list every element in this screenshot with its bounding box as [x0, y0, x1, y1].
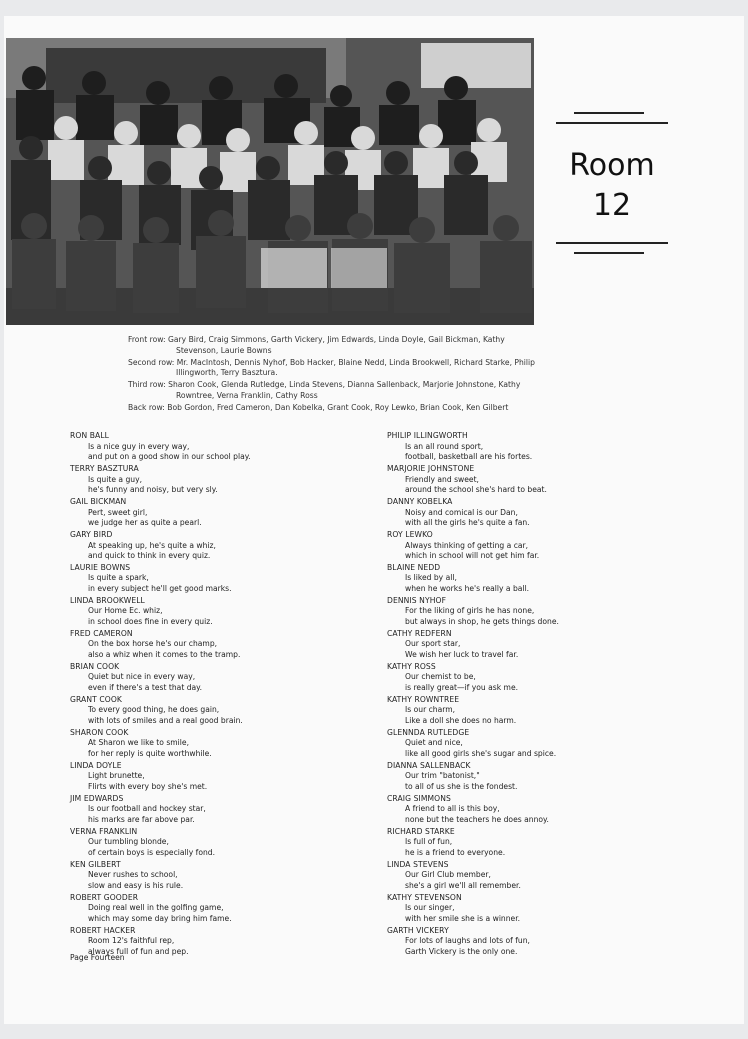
verse-line: To every good thing, he does gain, [88, 705, 220, 715]
student-entry [387, 695, 687, 727]
caption-row [128, 380, 548, 401]
verse-line: always full of fun and pep. [88, 946, 189, 956]
student-entry [70, 860, 370, 892]
verse-line: Is quite a spark, [88, 573, 149, 583]
yearbook-page [4, 16, 744, 1024]
verse-line: we judge her as quite a pearl. [88, 518, 202, 528]
student-name: PHILIP ILLINGWORTH [387, 431, 468, 440]
student-entry [70, 596, 370, 628]
verse-line: of certain boys is especially fond. [88, 847, 216, 857]
verse-line: Our tumbling blonde, [88, 837, 169, 847]
student-entry [70, 662, 370, 694]
verse-line: he is a friend to everyone. [405, 847, 506, 857]
verse-line: with lots of smiles and a real good brain. [88, 715, 243, 725]
photo-caption [128, 335, 548, 415]
student-entry [387, 530, 687, 562]
verse-line: he's funny and noisy, but very sly. [88, 485, 218, 495]
student-entry [70, 563, 370, 595]
verse-line: Quiet but nice in every way, [88, 672, 196, 682]
class-photo [6, 38, 534, 325]
student-entry [70, 530, 370, 562]
verse-line: is really great—if you ask me. [405, 682, 519, 692]
student-entry [387, 497, 687, 529]
student-name: DANNY KOBELKA [387, 496, 453, 506]
student-name: KEN GILBERT [70, 859, 121, 869]
student-name: RON BALL [70, 431, 110, 440]
verse-line: Is full of fun, [405, 837, 453, 847]
student-name: LAURIE BOWNS [70, 562, 131, 572]
verse-line: to all of us she is the fondest. [405, 781, 518, 791]
student-name: VERNA FRANKLIN [70, 826, 138, 836]
decorative-rule [556, 242, 668, 244]
student-name: LINDA DOYLE [70, 760, 122, 770]
student-entry [70, 497, 370, 529]
verse-line: Is a nice guy in every way, [88, 441, 190, 451]
verse-line: Doing real well in the golfing game, [88, 903, 224, 913]
student-entry [387, 794, 687, 826]
verse-line: which may some day bring him fame. [88, 913, 232, 923]
student-entry [387, 926, 687, 958]
verse-line: Quiet and nice, [405, 738, 463, 748]
student-name: RICHARD STARKE [387, 826, 455, 836]
student-name: LINDA BROOKWELL [70, 595, 145, 605]
verse-line: Is our singer, [405, 903, 455, 913]
student-entry [387, 893, 687, 925]
student-name: MARJORIE JOHNSTONE [387, 463, 475, 473]
verse-line: Never rushes to school, [88, 870, 178, 880]
room-number: 12 [592, 188, 632, 223]
page-number: Page Fourteen [70, 953, 125, 962]
verse-line: but always in shop, he gets things done. [405, 617, 559, 627]
student-name: ROBERT GOODER [70, 892, 139, 902]
verse-line: his marks are far above par. [88, 814, 195, 824]
room-title-block [552, 110, 672, 260]
student-entry [70, 431, 370, 463]
verse-line: in every subject he'll get good marks. [88, 584, 232, 594]
student-name: DIANNA SALLENBACK [387, 760, 471, 770]
student-name: SHARON COOK [70, 727, 129, 737]
student-name: ROBERT HACKER [70, 925, 136, 935]
student-entry [70, 893, 370, 925]
verse-line: Pert, sweet girl, [88, 507, 148, 517]
caption-row [128, 403, 548, 414]
student-entry [387, 431, 687, 463]
verse-line: At Sharon we like to smile, [88, 738, 189, 748]
student-name: TERRY BASZTURA [70, 463, 139, 473]
student-entry [70, 728, 370, 760]
verse-line: with her smile she is a winner. [405, 913, 521, 923]
student-name: CRAIG SIMMONS [387, 793, 451, 803]
verse-line: Our chemist to be, [405, 672, 476, 682]
verse-line: which in school will not get him far. [405, 551, 540, 561]
student-name: BLAINE NEDD [387, 562, 441, 572]
room-title-word: Room [569, 148, 655, 183]
student-entry [387, 728, 687, 760]
student-name: DENNIS NYHOF [387, 595, 447, 605]
caption-row-names: Sharon Cook, Glenda Rutledge, Linda Stevens, Dianna Sallenback, Marjorie Johnstone, Kathy Rowntree, Verna Franklin, Cathy Ross [168, 380, 521, 400]
verse-line: Our sport star, [405, 639, 461, 649]
room-title [552, 146, 672, 226]
caption-row-label: Second row: [128, 357, 175, 367]
verse-line: Like a doll she does no harm. [405, 715, 517, 725]
verse-line: like all good girls she's sugar and spice. [405, 748, 557, 758]
verse-line: and put on a good show in our school play. [88, 452, 251, 462]
verse-line: We wish her luck to travel far. [405, 650, 519, 659]
verse-line: Flirts with every boy she's met. [88, 781, 208, 791]
verse-line: she's a girl we'll all remember. [405, 880, 521, 890]
verse-line: with all the girls he's quite a fan. [405, 518, 530, 528]
student-entry [387, 596, 687, 628]
verse-line: slow and easy is his rule. [88, 880, 184, 890]
verse-line: On the box horse he's our champ, [88, 639, 218, 649]
verse-line: Always thinking of getting a car, [405, 540, 529, 550]
verse-line: Is liked by all, [405, 573, 457, 583]
student-name: FRED CAMERON [70, 628, 133, 638]
verse-line: when he works he's really a ball. [405, 584, 530, 594]
verse-line: At speaking up, he's quite a whiz, [88, 540, 216, 550]
student-name: CATHY REDFERN [387, 628, 452, 638]
caption-row-names: Mr. MacIntosh, Dennis Nyhof, Bob Hacker, Blaine Nedd, Linda Brookwell, Richard Starke, Philip Illingworth, Terry Basztura. [176, 357, 535, 378]
student-entry [387, 629, 687, 661]
caption-row [128, 335, 548, 356]
verse-line: in school does fine in every quiz. [88, 617, 213, 627]
verse-line: even if there's a test that day. [88, 682, 203, 692]
student-entry [387, 827, 687, 859]
student-entry [387, 662, 687, 694]
student-name: ROY LEWKO [387, 529, 433, 539]
student-name: GLENNDA RUTLEDGE [387, 727, 470, 737]
verse-line: and quick to think in every quiz. [88, 551, 211, 561]
decorative-rule [574, 252, 644, 254]
verse-line: For the liking of girls he has none, [405, 606, 535, 616]
student-entry [70, 464, 370, 496]
student-entry [387, 860, 687, 892]
verse-line: Friendly and sweet, [405, 474, 479, 484]
verse-line: Noisy and comical is our Dan, [405, 507, 518, 517]
caption-row-label: Third row: [128, 380, 166, 390]
caption-row [128, 358, 548, 379]
student-entry [387, 464, 687, 496]
student-name: GARY BIRD [70, 529, 113, 539]
verse-line: Room 12's faithful rep, [88, 936, 175, 946]
verse-line: Is our charm, [405, 705, 456, 715]
caption-row-names: Bob Gordon, Fred Cameron, Dan Kobelka, Grant Cook, Roy Lewko, Brian Cook, Ken Gilbert [167, 403, 509, 413]
student-name: JIM EDWARDS [70, 793, 124, 803]
student-entry [70, 629, 370, 661]
student-entry [387, 761, 687, 793]
verse-line: for her reply is quite worthwhile. [88, 748, 212, 758]
decorative-rule [556, 122, 668, 124]
verse-line: around the school she's hard to beat. [405, 485, 547, 495]
verse-line: Our Home Ec. whiz, [88, 606, 163, 616]
verse-line: football, basketball are his fortes. [405, 452, 533, 462]
verse-line: Our trim "batonist," [405, 771, 480, 781]
verse-line: Is an all round sport, [405, 441, 484, 451]
verse-line: none but the teachers he does annoy. [405, 814, 549, 824]
caption-row-label: Front row: [128, 335, 166, 344]
student-name: GRANT COOK [70, 694, 123, 704]
verse-line: For lots of laughs and lots of fun, [405, 936, 530, 946]
class-photo-image [6, 38, 534, 325]
caption-row-names: Gary Bird, Craig Simmons, Garth Vickery, Jim Edwards, Linda Doyle, Gail Bickman, Kathy Stevenson, Laurie Bowns [168, 335, 505, 355]
student-name: KATHY STEVENSON [387, 892, 462, 902]
student-entry [70, 827, 370, 859]
verse-line: Garth Vickery is the only one. [405, 946, 518, 956]
verse-line: Our Girl Club member, [405, 870, 491, 880]
student-verses-right-column [387, 431, 687, 959]
student-verses-left-column [70, 431, 370, 959]
student-name: KATHY ROSS [387, 661, 436, 671]
student-entry [70, 695, 370, 727]
student-entry [387, 563, 687, 595]
caption-row-label: Back row: [128, 403, 165, 413]
verse-line: A friend to all is this boy, [405, 804, 500, 814]
student-entry [70, 794, 370, 826]
student-name: GARTH VICKERY [387, 925, 449, 935]
verse-line: also a whiz when it comes to the tramp. [88, 650, 241, 659]
decorative-rule [574, 112, 644, 114]
student-entry [70, 761, 370, 793]
verse-line: Is quite a guy, [88, 474, 143, 484]
verse-line: Light brunette, [88, 771, 145, 781]
verse-line: Is our football and hockey star, [88, 804, 206, 814]
student-name: GAIL BICKMAN [70, 496, 127, 506]
student-name: LINDA STEVENS [387, 859, 449, 869]
student-name: BRIAN COOK [70, 661, 120, 671]
student-name: KATHY ROWNTREE [387, 694, 460, 704]
